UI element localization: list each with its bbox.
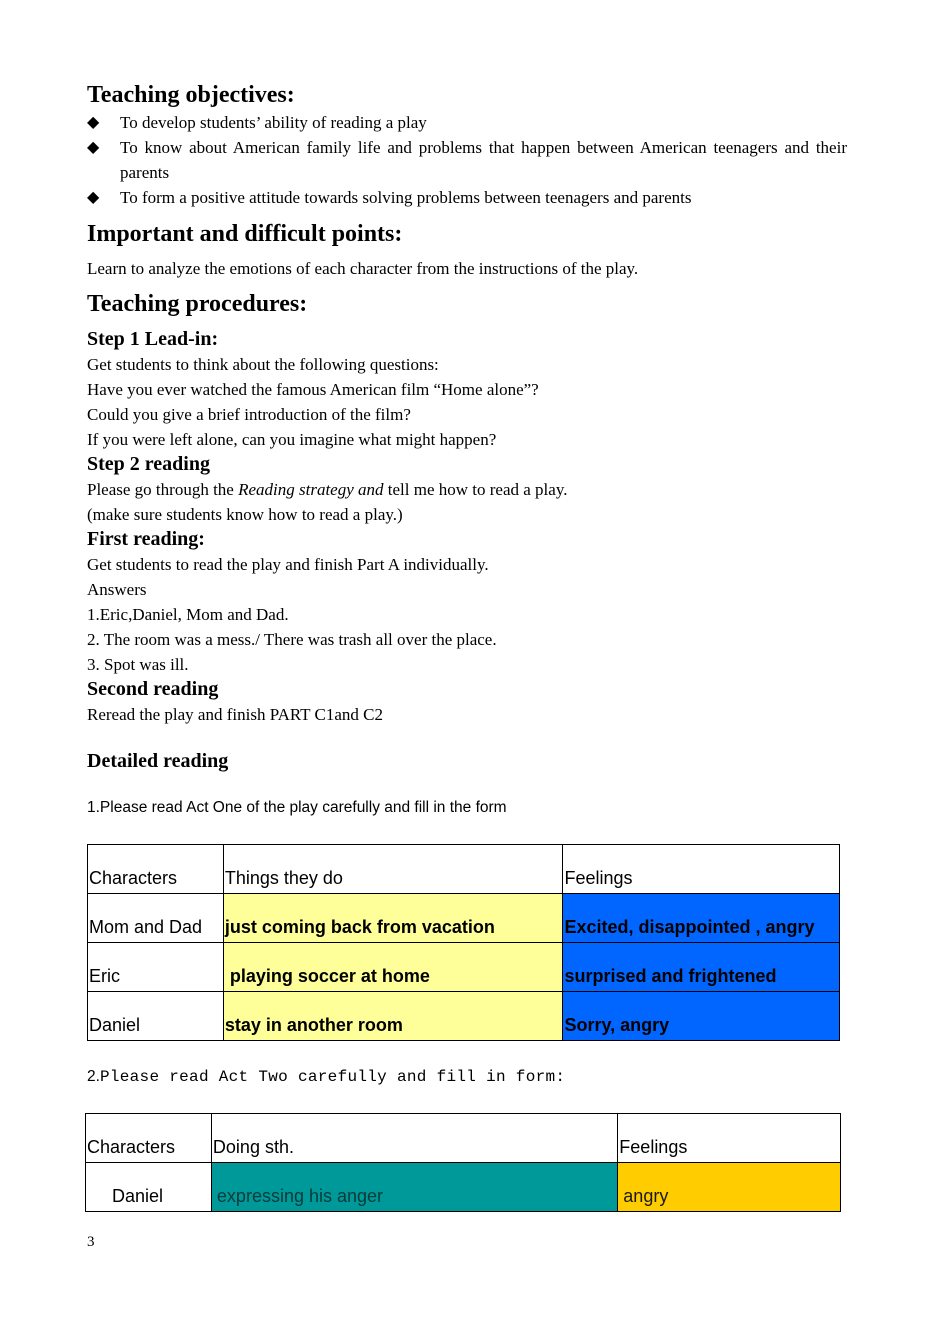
action-cell: stay in another room: [223, 992, 563, 1041]
table-row: [88, 943, 840, 992]
points-text: Learn to analyze the emotions of each character from the instructions of the play.: [87, 259, 639, 278]
action-cell: playing soccer at home: [223, 943, 563, 992]
character-cell: Daniel: [86, 1163, 212, 1212]
step2-line: Please go through the Reading strategy and tell me how to read a play.: [87, 480, 568, 499]
second-reading-text: Reread the play and finish PART C1and C2: [87, 705, 383, 724]
objective-item: ◆ To know about American family life and problems that happen between American teenagers and their parents: [87, 135, 847, 185]
table-header-cell: Characters: [88, 845, 224, 894]
first-reading-line: 3. Spot was ill.: [87, 655, 189, 674]
first-reading-line: Answers: [87, 580, 147, 599]
step1-line: Could you give a brief introduction of the film?: [87, 405, 411, 424]
table-header-cell: Characters: [86, 1114, 212, 1163]
first-reading-line: Get students to read the play and finish Part A individually.: [87, 555, 489, 574]
character-cell: Eric: [88, 943, 224, 992]
step1-line: Have you ever watched the famous American film “Home alone”?: [87, 380, 539, 399]
objective-item: ◆ To form a positive attitude towards solving problems between teenagers and parents: [87, 185, 847, 210]
objectives-list: [87, 110, 847, 210]
step1-heading: Step 1 Lead-in:: [87, 328, 219, 350]
action-cell: just coming back from vacation: [223, 894, 563, 943]
character-cell: Daniel: [88, 992, 224, 1041]
step2-heading: Step 2 reading: [87, 453, 210, 475]
detailed-reading-heading: Detailed reading: [87, 750, 229, 772]
act-two-table: [85, 1113, 841, 1212]
first-reading-line: 1.Eric,Daniel, Mom and Dad.: [87, 605, 289, 624]
table-header-row: [88, 845, 840, 894]
table-row: [86, 1163, 841, 1212]
character-cell: Mom and Dad: [88, 894, 224, 943]
step1-line: If you were left alone, can you imagine what might happen?: [87, 430, 497, 449]
action-cell: expressing his anger: [211, 1163, 617, 1212]
table-row: [88, 992, 840, 1041]
page-number: 3: [87, 1234, 95, 1250]
first-reading-heading: First reading:: [87, 528, 205, 550]
second-reading-heading: Second reading: [87, 678, 219, 700]
table-header-cell: Feelings: [618, 1114, 841, 1163]
procedures-heading: Teaching procedures:: [87, 291, 308, 317]
table2-instruction: 2.Please read Act Two carefully and fill in form:: [87, 1068, 566, 1086]
step2-line: (make sure students know how to read a play.): [87, 505, 403, 524]
objective-item: ◆ To develop students’ ability of reading a play: [87, 110, 847, 135]
document-page: [87, 80, 847, 1212]
objectives-heading: Teaching objectives:: [87, 82, 295, 108]
step1-line: Get students to think about the following questions:: [87, 355, 439, 374]
diamond-bullet-icon: ◆: [87, 189, 100, 206]
feeling-cell: Sorry, angry: [563, 992, 840, 1041]
table-header-row: [86, 1114, 841, 1163]
feeling-cell: surprised and frightened: [563, 943, 840, 992]
table-row: [88, 894, 840, 943]
feeling-cell: angry: [618, 1163, 841, 1212]
diamond-bullet-icon: ◆: [87, 139, 100, 156]
feeling-cell: Excited, disappointed , angry: [563, 894, 840, 943]
table-header-cell: Doing sth.: [211, 1114, 617, 1163]
points-heading: Important and difficult points:: [87, 221, 403, 247]
diamond-bullet-icon: ◆: [87, 114, 100, 131]
table-header-cell: Feelings: [563, 845, 840, 894]
first-reading-line: 2. The room was a mess./ There was trash all over the place.: [87, 630, 497, 649]
act-one-table: [87, 844, 840, 1041]
table1-instruction: 1.Please read Act One of the play carefully and fill in the form: [87, 799, 507, 816]
table-header-cell: Things they do: [223, 845, 563, 894]
